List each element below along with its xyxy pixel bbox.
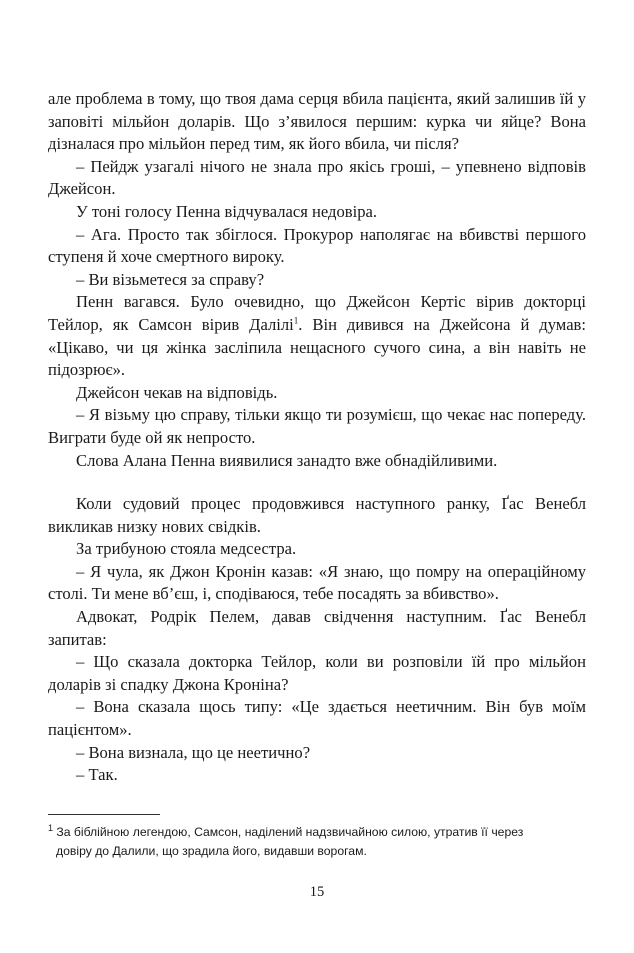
paragraph: – Ви візьметеся за справу? <box>76 269 265 289</box>
paragraph: – Що сказала докторка Тейлор, коли ви розповіли їй про мільйон доларів зі спадку Джона Кроніна? <box>48 652 586 694</box>
footnote-line <box>48 823 578 842</box>
paragraph: – Вона сказала щось типу: «Це здається неетичним. Він був моїм пацієнтом». <box>48 697 586 739</box>
paragraph: – Вона визнала, що це неетично? <box>76 742 311 762</box>
footnote-text: довіру до Далили, що зрадила його, видавши ворогам. <box>56 844 367 858</box>
paragraph: – Так. <box>76 765 118 785</box>
paragraph: Коли судовий процес продовжився наступного ранку, Ґас Венебл викликав низку нових свідків. <box>48 494 586 536</box>
paragraph: Джейсон чекав на відповідь. <box>76 382 278 402</box>
footnote-marker: 1 <box>48 822 54 833</box>
paragraph: За трибуною стояла медсестра. <box>76 539 297 559</box>
footnote <box>48 823 578 861</box>
page-number: 15 <box>309 884 325 900</box>
paragraph: Адвокат, Родрік Пелем, давав свідчення наступним. Ґас Венебл запитав: <box>48 606 586 649</box>
footnote-text: За біблійною легендою, Самсон, наділений надзвичайною силою, утратив її через <box>53 825 524 839</box>
paragraph: Слова Алана Пенна виявилися занадто вже обнадійливими. <box>76 450 498 470</box>
paragraph: – Я візьму цю справу, тільки якщо ти розумієш, що чекає нас попереду. Виграти буде ой як непросто. <box>48 405 586 447</box>
footnote-reference[interactable]: 1 <box>293 315 299 326</box>
text-section-1 <box>48 88 586 472</box>
paragraph: – Я чула, як Джон Кронін казав: «Я знаю, що помру на операційному столі. Ти мене вб’єш, і, сподіваюся, тебе посадять за вбивство». <box>48 561 586 604</box>
paragraph-text: Пенн вагався. Було очевидно, що Джейсон Кертіс вірив докторці Тейлор, як Самсон вірив Далілі <box>48 292 586 334</box>
text-section-2 <box>48 493 586 787</box>
footnote-divider <box>48 814 160 815</box>
paragraph-with-footnote <box>48 291 586 381</box>
paragraph: але проблема в тому, що твоя дама серця вбила пацієнта, який залишив їй у заповіті мільйон доларів. Що з’явилося першим: курка чи яйце? Вона дізналася про мільйон перед тим, як його вбила, чи після? <box>48 89 586 154</box>
paragraph: – Пейдж узагалі нічого не знала про якісь гроші, – упевнено відповів Джейсон. <box>48 156 586 199</box>
paragraph: – Ага. Просто так збіглося. Прокурор наполягає на вбивстві першого ступеня й хоче смертного вироку. <box>48 224 586 267</box>
paragraph-text: . Він дивився на Джейсона й думав: «Цікаво, чи ця жінка засліпила нещасного сучого сина, а він навіть не підозрює». <box>48 314 587 380</box>
paragraph: У тоні голосу Пенна відчувалася недовіра. <box>76 201 378 221</box>
